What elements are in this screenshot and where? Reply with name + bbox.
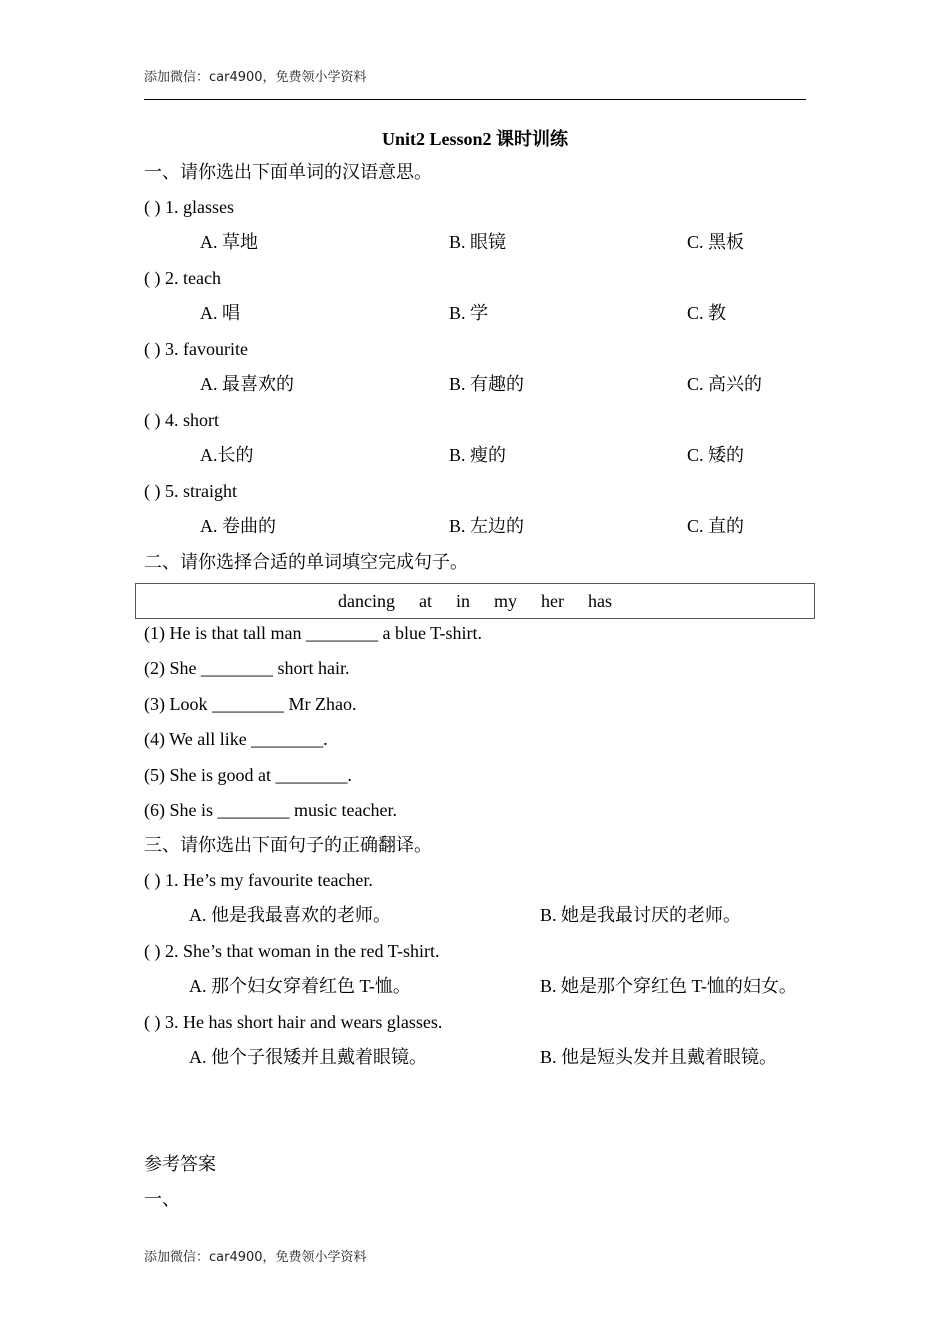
word-bank-item: her (541, 590, 564, 611)
q3-option-a: A. 最喜欢的 (200, 374, 294, 394)
page-header: 添加微信：car4900，免费领小学资料 (144, 70, 367, 85)
tq2-stem: ( ) 2. She’s that woman in the red T-shirt. (144, 941, 440, 961)
word-bank-item: has (588, 590, 612, 611)
fill-sentence-6: (6) She is ________ music teacher. (144, 800, 397, 820)
q5-option-b: B. 左边的 (449, 516, 525, 536)
q3-option-b: B. 有趣的 (449, 374, 525, 394)
section3-heading: 三、请你选出下面句子的正确翻译。 (144, 835, 432, 855)
page-title: Unit2 Lesson2 课时训练 (381, 129, 569, 149)
q1-option-b: B. 眼镜 (449, 232, 507, 252)
tq2-option-b: B. 她是那个穿红色 T-恤的妇女。 (540, 976, 797, 996)
q4-option-a: A.长的 (200, 445, 254, 465)
q3-option-c: C. 高兴的 (687, 374, 763, 394)
answers-heading: 参考答案 (144, 1154, 216, 1174)
q4-stem: ( ) 4. short (144, 410, 219, 430)
q2-option-c: C. 教 (687, 303, 727, 323)
word-bank-item: dancing (338, 590, 395, 611)
fill-sentence-2: (2) She ________ short hair. (144, 658, 350, 678)
page-footer: 添加微信：car4900，免费领小学资料 (144, 1250, 367, 1265)
q5-option-a: A. 卷曲的 (200, 516, 276, 536)
header-divider (144, 99, 806, 100)
word-bank-item: at (418, 590, 432, 611)
q2-stem: ( ) 2. teach (144, 268, 221, 288)
section2-heading: 二、请你选择合适的单词填空完成句子。 (144, 552, 468, 572)
tq1-stem: ( ) 1. He’s my favourite teacher. (144, 870, 373, 890)
tq1-option-b: B. 她是我最讨厌的老师。 (540, 905, 742, 925)
word-bank-item: in (455, 590, 470, 611)
tq3-stem: ( ) 3. He has short hair and wears glasses. (144, 1012, 443, 1032)
q1-option-c: C. 黑板 (687, 232, 745, 252)
fill-sentence-3: (3) Look ________ Mr Zhao. (144, 694, 357, 714)
q3-stem: ( ) 3. favourite (144, 339, 248, 359)
q4-option-b: B. 瘦的 (449, 445, 507, 465)
q2-option-b: B. 学 (449, 303, 489, 323)
section1-heading: 一、请你选出下面单词的汉语意思。 (144, 162, 432, 182)
fill-sentence-5: (5) She is good at ________. (144, 765, 352, 785)
word-bank (135, 583, 815, 619)
q5-stem: ( ) 5. straight (144, 481, 237, 501)
q1-stem: ( ) 1. glasses (144, 197, 234, 217)
word-bank-item: my (494, 590, 518, 611)
answers-part1: 一、 (144, 1189, 180, 1209)
q2-option-a: A. 唱 (200, 303, 240, 323)
tq3-option-b: B. 他是短头发并且戴着眼镜。 (540, 1047, 778, 1067)
q5-option-c: C. 直的 (687, 516, 745, 536)
fill-sentence-1: (1) He is that tall man ________ a blue T-shirt. (144, 623, 482, 643)
tq3-option-a: A. 他个子很矮并且戴着眼镜。 (189, 1047, 427, 1067)
q4-option-c: C. 矮的 (687, 445, 745, 465)
q1-option-a: A. 草地 (200, 232, 258, 252)
tq2-option-a: A. 那个妇女穿着红色 T-恤。 (189, 976, 411, 996)
tq1-option-a: A. 他是我最喜欢的老师。 (189, 905, 391, 925)
fill-sentence-4: (4) We all like ________. (144, 729, 328, 749)
